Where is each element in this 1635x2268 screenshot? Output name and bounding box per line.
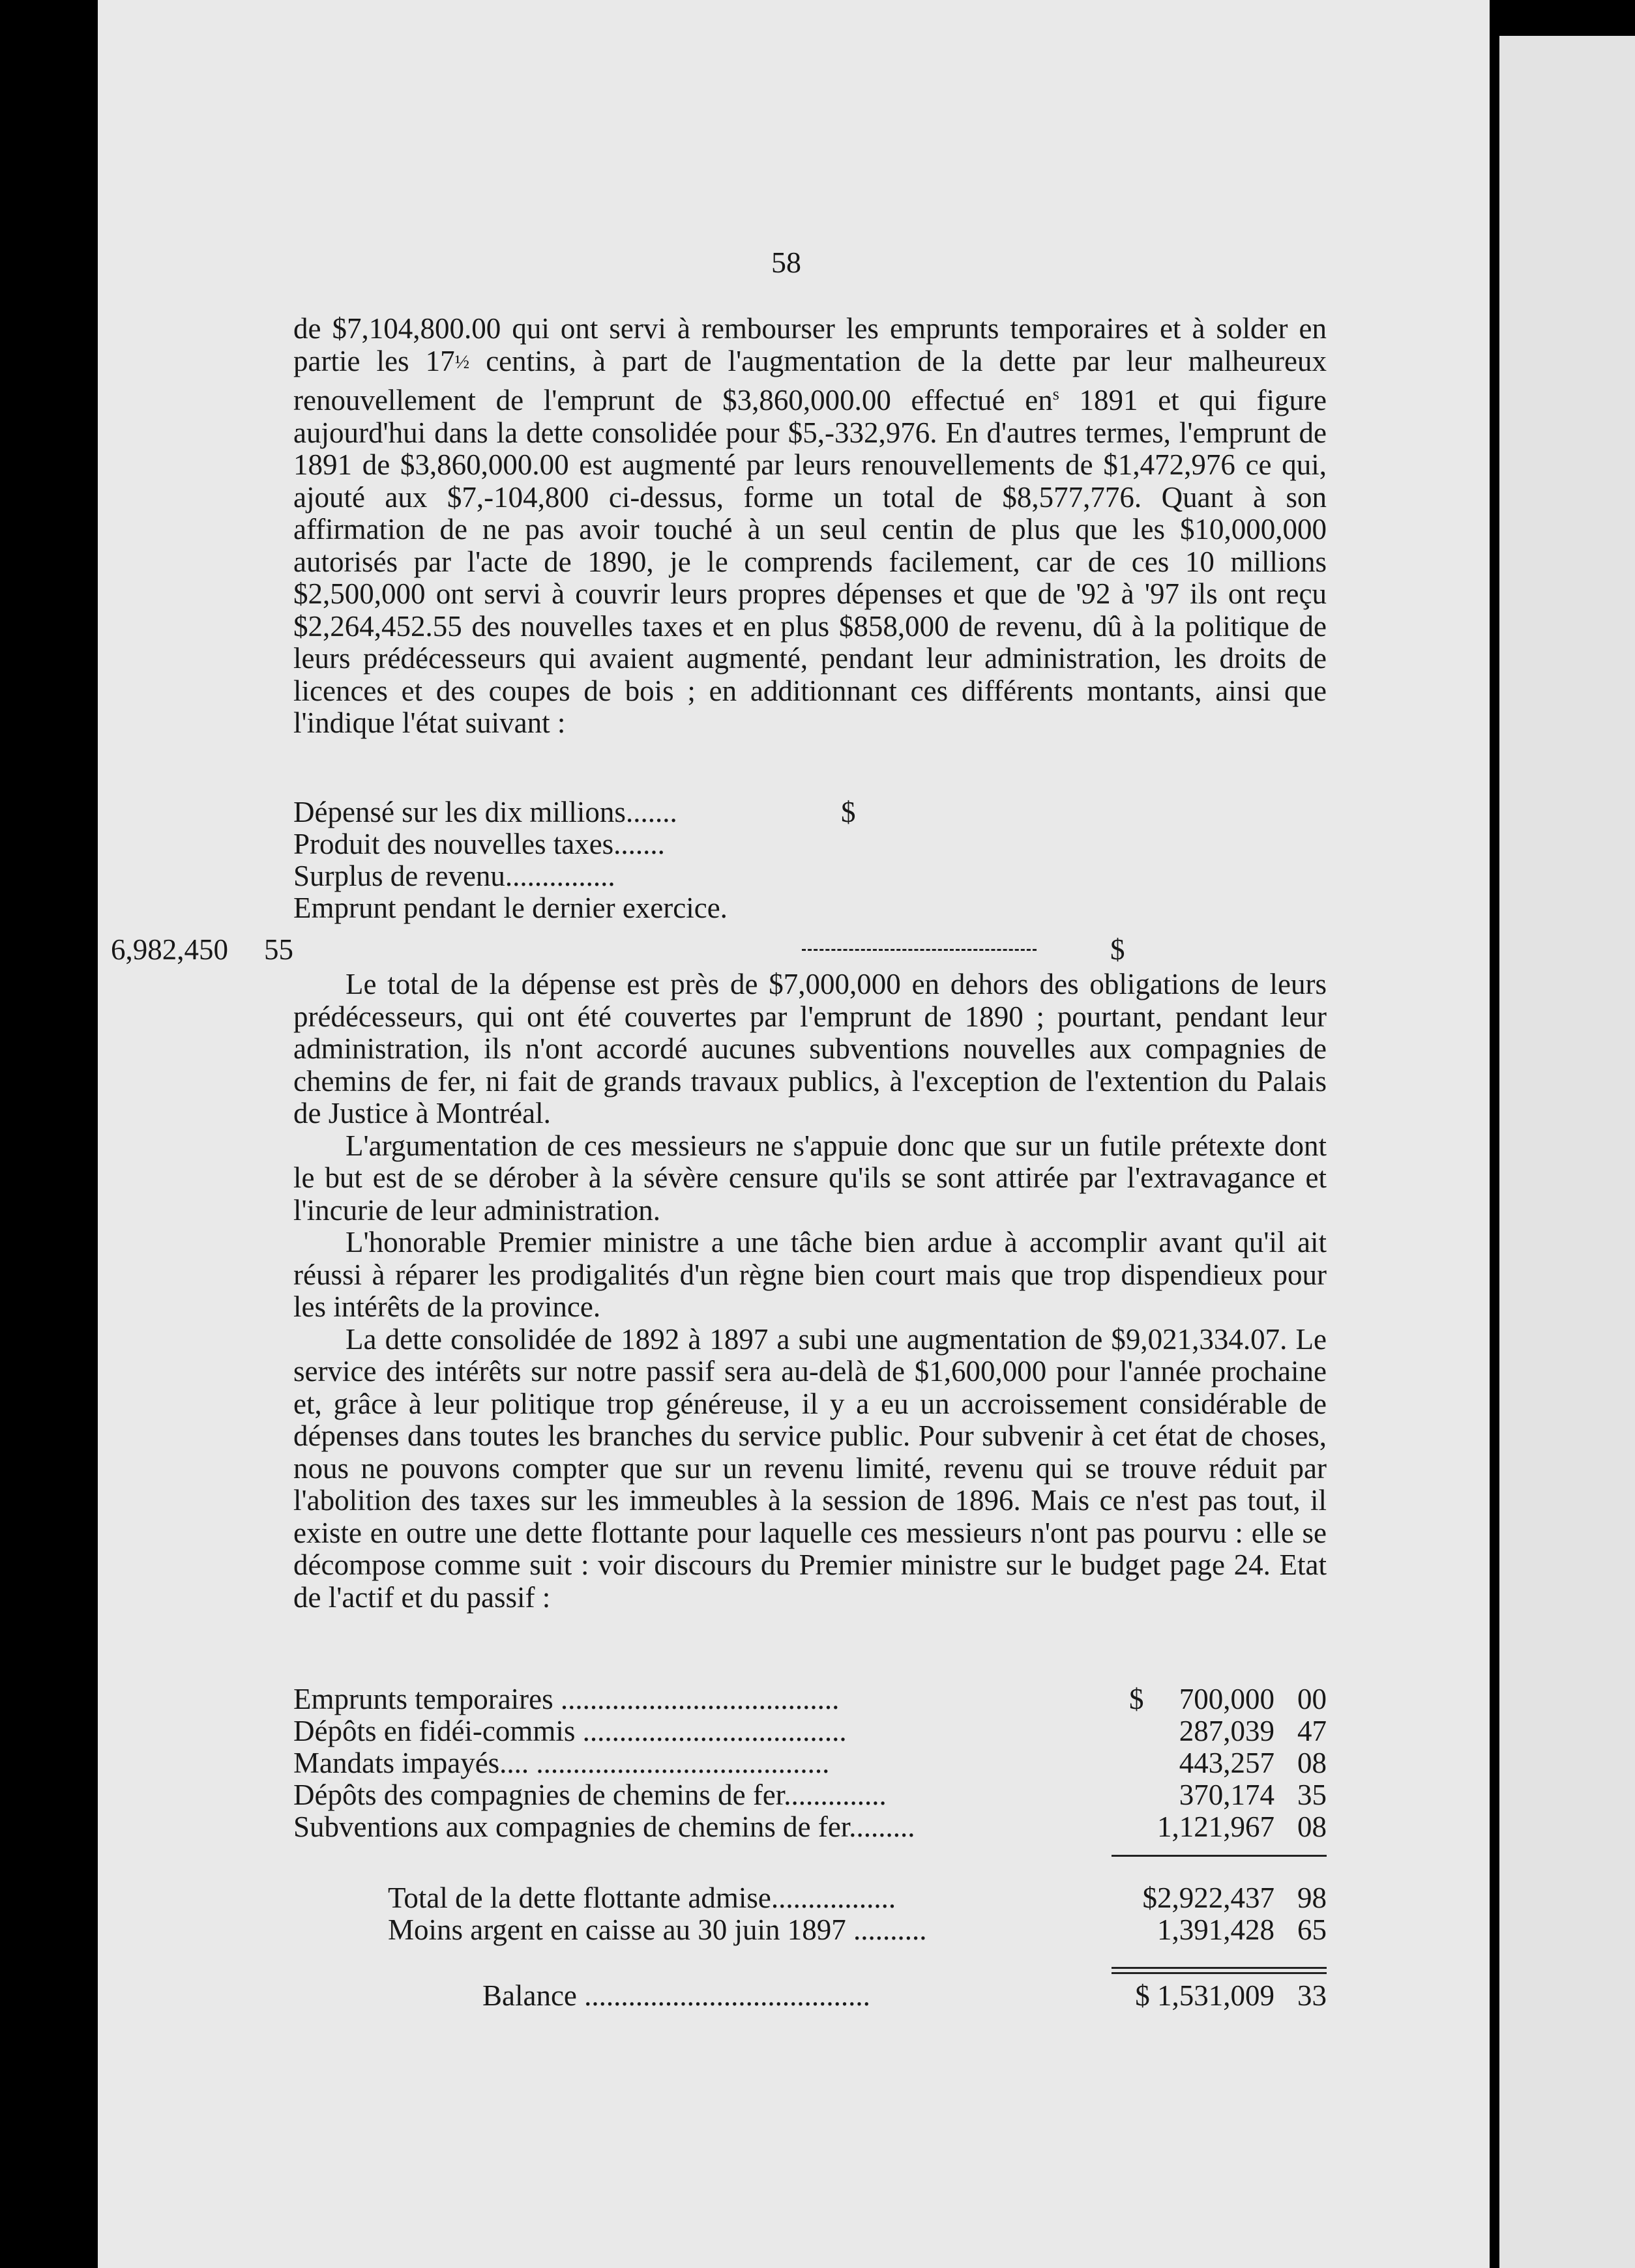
table-row: Subventions aux compagnies de chemins de fer......... 1,121,967 08	[293, 1811, 1327, 1843]
table-row: Emprunts temporaires ...................................... $ 700,000 00	[293, 1683, 1327, 1715]
table-row: Dépôts des compagnies de chemins de fer.............. 370,174 35	[293, 1779, 1327, 1811]
balance-row: Balance ....................................... $ 1,531,009 33	[482, 1980, 1327, 2012]
adjacent-page-edge	[1499, 36, 1635, 2268]
sum-rule	[802, 949, 1037, 951]
table-row: Mandats impayés.... ........................................ 443,257 08	[293, 1747, 1327, 1779]
body-text-middle	[293, 968, 1327, 1614]
paragraph: L'honorable Premier ministre a une tâche bien ardue à accomplir avant qu'il ait réussi à réparer les prodigalités d'un règne bien court mais que trop dispendieux pour les intérêts de la province.	[293, 1226, 1327, 1323]
page-number: 58	[771, 246, 801, 279]
sum-rule-double	[1112, 1972, 1327, 1974]
table-row: Total de la dette flottante admise................. $2,922,437 98	[388, 1882, 1327, 1914]
paragraph: L'argumentation de ces messieurs ne s'appuie donc que sur un futile prétexte dont le but est de se dérober à la sévère censure qu'ils se sont attirée par l'extravagance et l'incurie de leur administration.	[293, 1129, 1327, 1227]
sum-rule	[1112, 1967, 1327, 1969]
fraction-half: ½	[454, 351, 470, 373]
body-text-top	[293, 313, 1327, 740]
table-row: Moins argent en caisse au 30 juin 1897 .......... 1,391,428 65	[388, 1914, 1327, 1946]
table-row: Dépôts en fidéi-commis .................................... 287,039 47	[293, 1715, 1327, 1747]
superscript-mark: s	[1052, 385, 1059, 403]
sum-rule	[1112, 1855, 1327, 1857]
paragraph: Le total de la dépense est près de $7,000,000 en dehors des obligations de leurs prédécesseurs, qui ont été couvertes par l'emprunt de 1890 ; pourtant, pendant leur administration, ils n'ont accordé aucunes subventions nouvelles aux compagnies de chemins de fer, ni fait de grands travaux publics, à l'exception de l'extention du Palais de Justice à Montréal.	[293, 968, 1327, 1129]
paragraph-continued: de $7,104,800.00 qui ont servi à rembourser les emprunts temporaires et à solder en partie les 17½ centins, à part de l'augmentation de la dette par leur malheureux renouvellement de l'emprunt de $3,860,000.00 effectué $en^s$ 1891 et qui figure aujourd'hui dans la dette consolidée pour $5,-332,976. En d'autres termes, l'emprunt de 1891 de $3,860,000.00 est augmenté par leurs renouvellements de $1,472,976 ce qui, ajouté aux $7,-104,800 ci-dessus, forme un total de $8,577,776. Quant à son affirmation de ne pas avoir touché à un seul centin de plus que les $10,000,000 autorisés par l'acte de 1890, je le comprends facilement, car de ces 10 millions $2,500,000 ont servi à couvrir leurs propres dépenses et que de '92 à '97 ils ont reçu $2,264,452.55 des nouvelles taxes et en plus $858,000 de revenu, dû à la politique de leurs prédécesseurs qui avaient augmenté, pendant leur administration, les droits de licences et des coupes de bois ; en additionnant ces différents montants, ainsi que l'indique l'état suivant :	[293, 312, 1327, 739]
paragraph: La dette consolidée de 1892 à 1897 a subi une augmentation de $9,021,334.07. Le service des intérêts sur notre passif sera au-delà de $1,600,000 pour l'année prochaine et, grâce à leur politique trop généreuse, il y a eu un accroissement considérable de dépenses dans toutes les branches du service public. Pour subvenir à cet état de choses, nous ne pouvons compter que sur un revenu limité, revenu qui se trouve réduit par l'abolition des taxes sur les immeubles à la session de 1896. Mais ce n'est pas tout, il existe en outre une dette flottante pour laquelle ces messieurs n'ont pas pourvu : elle se décompose comme suit : voir discours du Premier ministre sur le budget page 24. Etat de l'actif et du passif :	[293, 1322, 1327, 1614]
